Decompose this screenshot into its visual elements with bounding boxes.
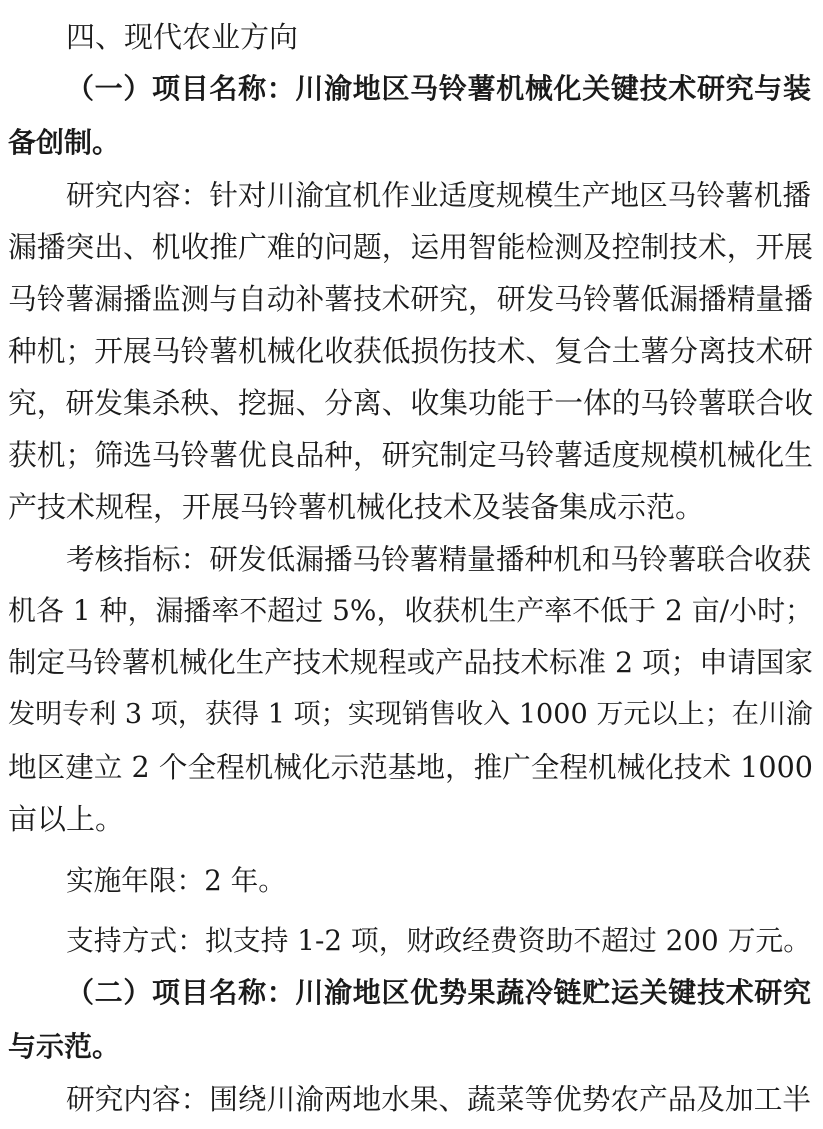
project1-research-line: 漏播突出、机收推广难的问题，运用智能检测及控制技术，开展 xyxy=(8,230,814,264)
project1-support: 支持方式：拟支持 1-2 项，财政经费资助不超过 200 万元。 xyxy=(66,924,812,957)
project1-research-line: 研究内容：针对川渝宜机作业适度规模生产地区马铃薯机播 xyxy=(66,178,812,212)
project1-indicator-line: 制定马铃薯机械化生产技术规程或产品技术标准 2 项；申请国家 xyxy=(8,646,813,679)
project1-title-line1: （一）项目名称：川渝地区马铃薯机械化关键技术研究与装 xyxy=(66,72,812,105)
project2-title-line2: 与示范。 xyxy=(8,1030,121,1063)
section-heading: 四、现代农业方向 xyxy=(66,20,299,54)
project1-research-line: 种机；开展马铃薯机械化收获低损伤技术、复合土薯分离技术研 xyxy=(8,334,814,368)
project1-indicator-line: 机各 1 种，漏播率不超过 5%，收获机生产率不低于 2 亩/小时； xyxy=(8,594,814,627)
project1-title-line2: 备创制。 xyxy=(8,126,121,159)
project1-indicator-line: 地区建立 2 个全程机械化示范基地，推广全程机械化技术 1000 xyxy=(8,750,813,784)
project1-research-line: 获机；筛选马铃薯优良品种，研究制定马铃薯适度规模机械化生 xyxy=(8,438,814,472)
project2-research-line: 研究内容：围绕川渝两地水果、蔬菜等优势农产品及加工半 xyxy=(66,1082,812,1116)
project2-title-line1: （二）项目名称：川渝地区优势果蔬冷链贮运关键技术研究 xyxy=(66,976,812,1009)
project1-indicator-line: 考核指标：研发低漏播马铃薯精量播种机和马铃薯联合收获 xyxy=(66,542,812,576)
project1-duration: 实施年限：2 年。 xyxy=(66,864,286,897)
project1-indicator-line: 发明专利 3 项，获得 1 项；实现销售收入 1000 万元以上；在川渝 xyxy=(8,699,813,730)
project1-indicator-line: 亩以上。 xyxy=(8,802,125,836)
project1-research-line: 究，研发集杀秧、挖掘、分离、收集功能于一体的马铃薯联合收 xyxy=(8,386,814,420)
project1-research-line: 产技术规程，开展马铃薯机械化技术及装备集成示范。 xyxy=(8,490,705,524)
project1-research-line: 马铃薯漏播监测与自动补薯技术研究，研发马铃薯低漏播精量播 xyxy=(8,282,814,316)
